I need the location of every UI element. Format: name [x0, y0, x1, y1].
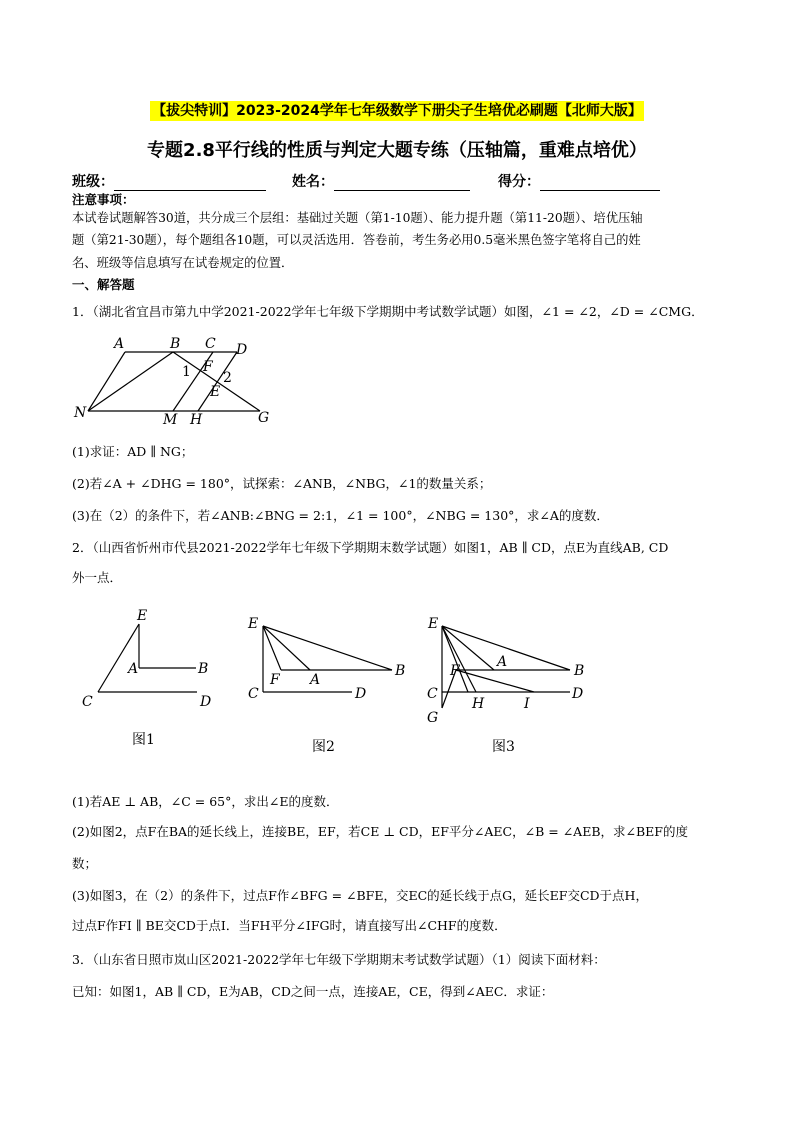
q2-figure-2 [240, 600, 420, 760]
q2-fig1-label-e: E [137, 608, 148, 624]
q1-part-1: (1)求证：AD ∥ NG； [72, 444, 194, 459]
q2-fig1-label-b: B [198, 661, 209, 677]
notes-line-1: 本试卷试题解答30道，共分成三个层组：基础过关题（第1-10题）、能力提升题（第11-20题）、培优压轴 [72, 211, 643, 225]
page-title: 专题2.8平行线的性质与判定大题专练（压轴篇，重难点培优） [147, 140, 647, 161]
q2-fig3-label-h: H [472, 696, 485, 712]
q2-fig3-label-i: I [524, 696, 530, 712]
student-info-fields [72, 171, 660, 191]
q1-label-c: C [205, 336, 216, 352]
notes-line-3: 名、班级等信息填写在试卷规定的位置． [72, 256, 294, 270]
q2-fig2-caption: 图2 [312, 739, 335, 755]
q2-fig3-label-a: A [497, 654, 508, 670]
q1-label-a: A [114, 336, 125, 352]
q1-figure [70, 330, 280, 430]
q2-fig3-label-g: G [427, 710, 439, 726]
q2-part-1: (1)若AE ⊥ AB，∠C = 65°，求出∠E的度数． [72, 794, 339, 809]
q1-label-two: 2 [223, 370, 232, 386]
name-label: 姓名： [292, 174, 334, 190]
series-banner: 【拔尖特训】2023-2024学年七年级数学下册尖子生培优必刷题【北师大版】 [152, 103, 642, 119]
q2-fig2-label-f: F [270, 672, 280, 688]
notes-heading: 注意事项： [72, 192, 135, 207]
q2-fig3-label-b: B [574, 663, 585, 679]
q1-part-3: (3)在（2）的条件下，若∠ANB:∠BNG = 2:1，∠1 = 100°，∠NBG = 130°，求∠A的度数． [72, 508, 609, 523]
q2-fig3-caption: 图3 [492, 739, 515, 755]
q2-fig3-label-f: F [450, 663, 460, 679]
q2-fig3-label-c: C [427, 686, 438, 702]
q2-fig2-label-b: B [395, 663, 406, 679]
q2-fig2-label-d: D [355, 686, 367, 702]
q2-figure-3 [420, 600, 600, 760]
q2-part-2-line-1: (2)如图2，点F在BA的延长线上，连接BE，EF，若CE ⊥ CD，EF平分∠AEC，∠B = ∠AEB，求∠BEF的度 [72, 824, 688, 839]
q2-part-2-line-2: 数； [72, 856, 98, 871]
q1-label-e: E [210, 384, 221, 400]
q1-label-n: N [74, 405, 87, 421]
q1-label-h: H [190, 412, 203, 428]
notes-line-2: 题（第21-30题），每个题组各10题，可以灵活选用．答卷前，考生务必用0.5毫米黑色签字笔将自己的姓 [72, 233, 641, 247]
q1-label-d: D [236, 342, 248, 358]
q2-fig1-label-d: D [200, 694, 212, 710]
banner-row [0, 100, 794, 121]
q3-stem: 3．（山东省日照市岚山区2021-2022学年七年级下学期期末考试数学试题）（1）阅读下面材料： [72, 952, 606, 967]
score-label: 得分： [498, 174, 540, 190]
q2-stem-line-2: 外一点． [72, 570, 123, 585]
q2-fig1-label-c: C [82, 694, 93, 710]
class-label: 班级： [72, 174, 114, 190]
q2-fig2-label-c: C [248, 686, 259, 702]
q2-fig3-label-e: E [428, 616, 439, 632]
q2-figure-1 [70, 600, 230, 760]
name-field[interactable] [334, 176, 470, 191]
q2-fig3-label-d: D [572, 686, 584, 702]
q2-part-3-line-2: 过点F作FI ∥ BE交CD于点I．当FH平分∠IFG时，请直接写出∠CHF的度数． [72, 918, 507, 933]
class-field[interactable] [114, 176, 266, 191]
q2-stem-line-1: 2．（山西省忻州市代县2021-2022学年七年级下学期期末数学试题）如图1，AB ∥ CD，点E为直线AB, CD [72, 540, 669, 555]
score-field[interactable] [540, 176, 660, 191]
q2-fig1-caption: 图1 [132, 732, 155, 748]
q1-label-one: 1 [182, 364, 191, 380]
q1-label-g: G [258, 410, 270, 426]
q3-line-2: 已知：如图1，AB ∥ CD，E为AB，CD之间一点，连接AE，CE，得到∠AEC．求证： [72, 984, 554, 999]
q1-label-f: F [203, 359, 213, 375]
q1-part-2: (2)若∠A + ∠DHG = 180°，试探索：∠ANB，∠NBG，∠1的数量关系； [72, 476, 492, 491]
q1-stem: 1．（湖北省宜昌市第九中学2021-2022学年七年级下学期期中考试数学试题）如图，∠1 = ∠2，∠D = ∠CMG． [72, 304, 704, 319]
q2-fig2-label-e: E [248, 616, 259, 632]
q2-part-3-line-1: (3)如图3，在（2）的条件下，过点F作∠BFG = ∠BFE，交EC的延长线于点G，延长EF交CD于点H， [72, 888, 648, 903]
q1-label-m: M [163, 412, 178, 428]
q2-fig2-label-a: A [310, 672, 321, 688]
q2-fig1-label-a: A [128, 661, 139, 677]
q1-label-b: B [170, 336, 181, 352]
section-heading: 一、解答题 [72, 277, 135, 292]
